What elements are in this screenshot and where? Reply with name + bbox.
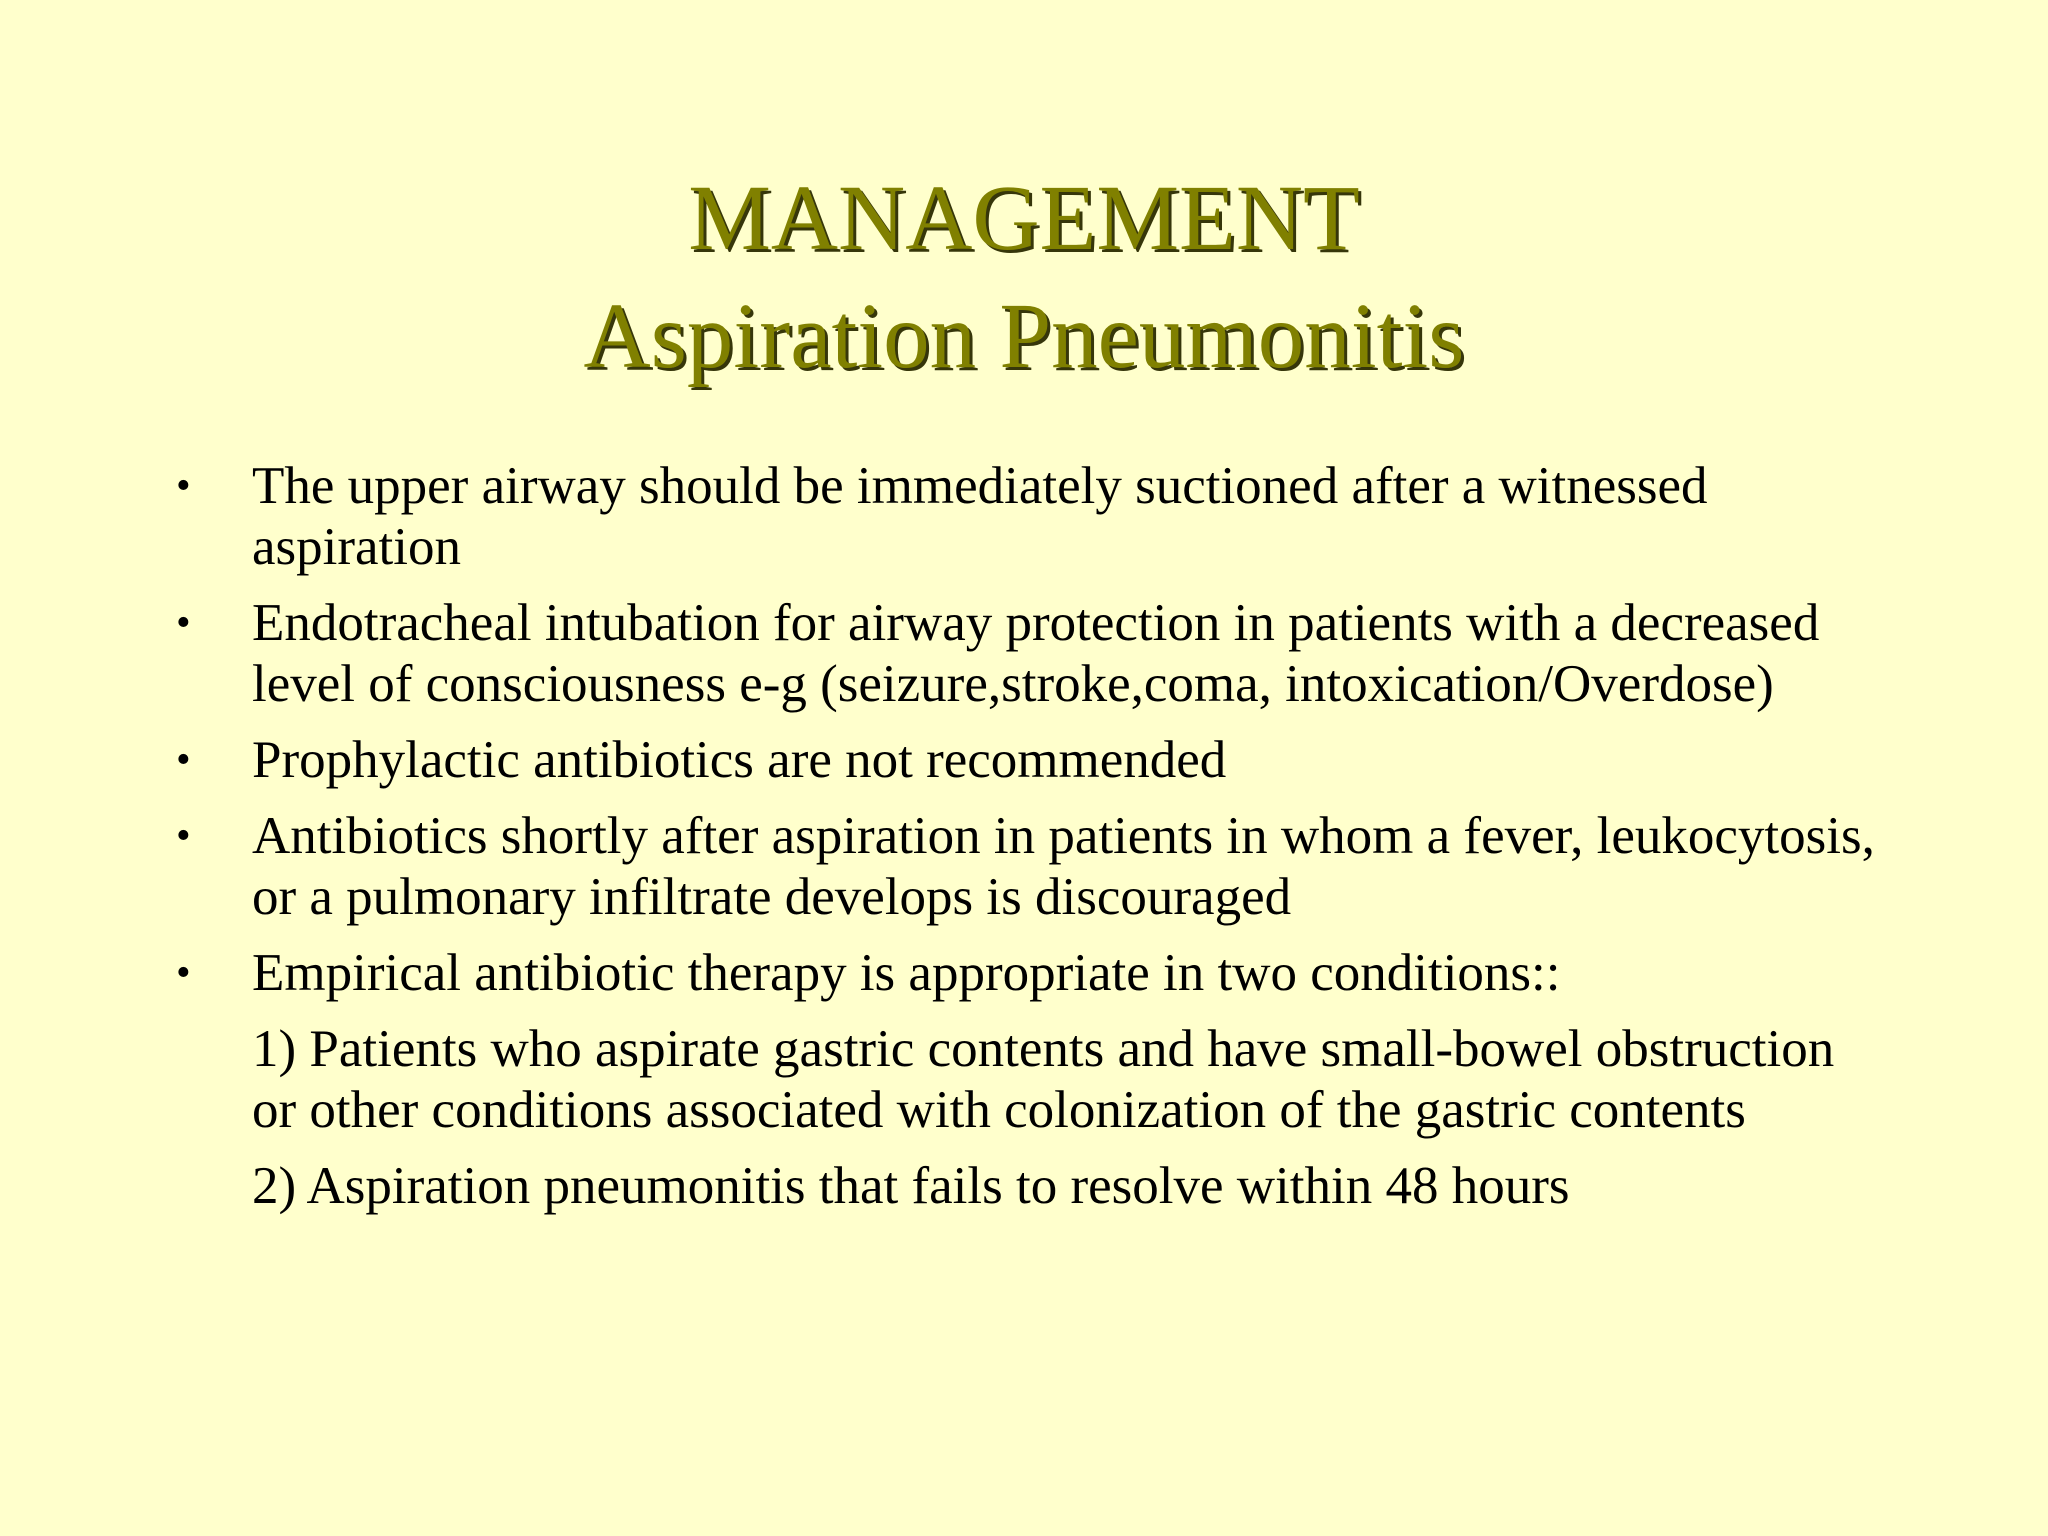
slide-title-line-2: Aspiration Pneumonitis: [583, 285, 1465, 388]
bullet-icon: •: [176, 950, 191, 996]
bullet-text: Endotracheal intubation for airway protection in patients with a decreased level of consciousness e-g (seizure,stroke,coma, intoxication/Overdose): [252, 594, 1820, 713]
bullet-item: [176, 593, 1876, 715]
bullet-icon: •: [176, 600, 191, 646]
bullet-text: Empirical antibiotic therapy is appropriate in two conditions::: [252, 944, 1561, 1002]
bullet-text: Prophylactic antibiotics are not recommended: [252, 731, 1227, 789]
bullet-text: Antibiotics shortly after aspiration in patients in whom a fever, leukocytosis, or a pulmonary infiltrate develops is discouraged: [252, 807, 1875, 926]
condition-item: 2) Aspiration pneumonitis that fails to resolve within 48 hours: [252, 1157, 1570, 1215]
bullet-item: [176, 730, 1876, 791]
bullet-text: The upper airway should be immediately suctioned after a witnessed aspiration: [252, 457, 1708, 576]
bullet-icon: •: [176, 813, 191, 859]
slide-title-line-1: MANAGEMENT: [688, 167, 1360, 270]
bullet-item: [176, 943, 1876, 1004]
bullet-item: [176, 456, 1876, 578]
bullet-icon: •: [176, 463, 191, 509]
bullet-item: [176, 806, 1876, 928]
slide-body: [176, 456, 1876, 1232]
condition-item: 1) Patients who aspirate gastric contents and have small-bowel obstruction or other conditions associated with colonization of the gastric contents: [252, 1020, 1835, 1139]
slide-title: [0, 160, 2048, 396]
bullet-icon: •: [176, 737, 191, 783]
